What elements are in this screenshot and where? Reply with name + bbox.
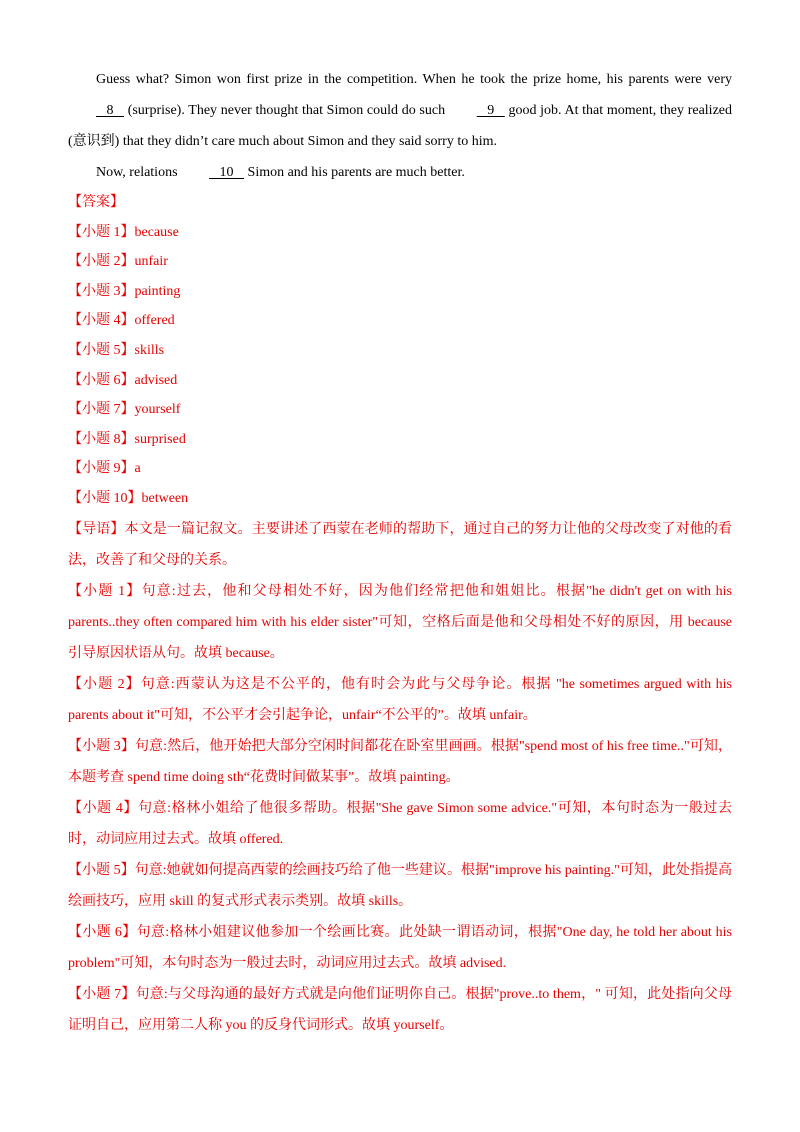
passage-text: good job. At that moment, they realized (意识到) that they didn’t care much about Simon and they said sorry to him.	[68, 103, 732, 149]
answer-item-10	[68, 484, 732, 514]
guide-paragraph: 【导语】本文是一篇记叙文。主要讲述了西蒙在老师的帮助下，通过自己的努力让他的父母改变了对他的看法，改善了和父母的关系。	[68, 521, 732, 568]
answer-item-8	[68, 425, 732, 455]
answer-text: because	[134, 224, 179, 240]
answer-item-7	[68, 395, 732, 425]
explanation-4: 【小题 4】句意:格林小姐给了他很多帮助。根据"She gave Simon some advice."可知，本句时态为一般过去时，动词应用过去式。故填 offered.	[68, 800, 732, 847]
answer-text: unfair	[134, 254, 168, 270]
answer-list	[68, 218, 732, 514]
answer-text: offered	[134, 313, 175, 329]
answer-item-6	[68, 366, 732, 396]
answer-item-5	[68, 336, 732, 366]
blank-8: 8	[96, 103, 124, 118]
explanation-7: 【小题 7】句意:与父母沟通的最好方式就是向他们证明你自己。根据"prove..to them，" 可知，此处指向父母证明自己，应用第二人称 you 的反身代词形式。故填 yourself。	[68, 986, 732, 1033]
explanation-6: 【小题 6】句意:格林小姐建议他参加一个绘画比赛。此处缺一谓语动词，根据"One day, he told her about his problem"可知，本句时态为一般过去时，动词应用过去式。故填 advised.	[68, 924, 732, 971]
answer-text: between	[141, 490, 189, 506]
answer-tag: 【小题 9】	[68, 461, 135, 477]
answer-header: 【答案】	[68, 195, 124, 210]
answer-tag: 【小题 4】	[68, 313, 135, 329]
passage-paragraph-1	[68, 64, 732, 157]
explanation-1: 【小题 1】句意:过去，他和父母相处不好，因为他们经常把他和姐姐比。根据"he didn't get on with his parents..they often compared him with his elder sister"可知，空格后面是他和父母相处不好的原因，用 because 引导原因状语从句。故填 because。	[68, 583, 732, 661]
answer-tag: 【小题 2】	[68, 254, 135, 270]
answer-text: yourself	[134, 402, 181, 418]
answer-text: surprised	[134, 431, 186, 447]
answer-text: advised	[134, 372, 178, 388]
answer-item-3	[68, 277, 732, 307]
document-page	[68, 64, 732, 1041]
explanation-5: 【小题 5】句意:她就如何提高西蒙的绘画技巧给了他一些建议。根据"improve his painting."可知，此处指提高绘画技巧，应用 skill 的复式形式表示类别。故填 skills。	[68, 862, 732, 909]
answer-text: painting	[134, 283, 181, 299]
answer-text: a	[134, 461, 141, 477]
passage-text: Now, relations	[96, 165, 182, 180]
answer-tag: 【小题 3】	[68, 283, 135, 299]
explanation-list	[68, 576, 732, 1041]
answer-tag: 【小题 5】	[68, 342, 135, 358]
passage-paragraph-2	[68, 157, 732, 188]
explanation-2: 【小题 2】句意:西蒙认为这是不公平的，他有时会为此与父母争论。根据 "he sometimes argued with his parents about it"可知，不公平才会引起争论，unfair“不公平的”。故填 unfair。	[68, 676, 732, 723]
explanation-3: 【小题 3】句意:然后，他开始把大部分空闲时间都花在卧室里画画。根据"spend most of his free time.."可知，本题考查 spend time doing sth“花费时间做某事”。故填 painting。	[68, 738, 732, 785]
blank-10: 10	[209, 165, 245, 180]
passage-text: Simon and his parents are much better.	[244, 165, 465, 180]
answer-tag: 【小题 10】	[68, 490, 142, 506]
answer-tag: 【小题 8】	[68, 431, 135, 447]
answer-item-4	[68, 306, 732, 336]
answer-tag: 【小题 6】	[68, 372, 135, 388]
answer-item-9	[68, 454, 732, 484]
passage-text: (surprise). They never thought that Simon could do such	[124, 103, 449, 118]
passage-text: Guess what? Simon won first prize in the competition. When he took the prize home, his parents were very	[96, 72, 732, 87]
answer-text: skills	[134, 342, 165, 358]
blank-9: 9	[476, 103, 505, 118]
answer-item-1	[68, 218, 732, 248]
answer-tag: 【小题 1】	[68, 224, 135, 240]
answer-tag: 【小题 7】	[68, 402, 135, 418]
answer-item-2	[68, 247, 732, 277]
